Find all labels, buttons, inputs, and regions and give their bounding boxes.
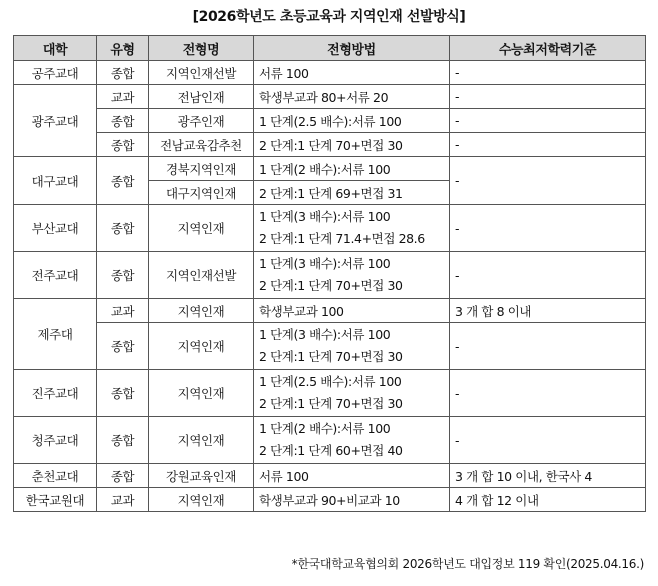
- method-cell: 1 단계(2 배수):서류 100: [254, 157, 450, 181]
- table-header-row: [14, 36, 646, 61]
- minimum-cell: -: [450, 109, 646, 133]
- method-cell: 2 단계:1 단계 69+면접 31: [254, 181, 450, 205]
- admission-name-cell: 지역인재: [149, 370, 254, 417]
- method-line: 2 단계:1 단계 60+면접 40: [259, 443, 403, 458]
- type-cell: 종합: [97, 61, 149, 85]
- admission-name-cell: 지역인재: [149, 323, 254, 370]
- table-row: [14, 464, 646, 488]
- type-cell: 교과: [97, 299, 149, 323]
- table-row: [14, 109, 646, 133]
- method-line: 1 단계(2 배수):서류 100: [259, 421, 391, 436]
- table-row: [14, 488, 646, 512]
- type-cell: 교과: [97, 488, 149, 512]
- university-cell: 부산교대: [14, 205, 97, 252]
- method-cell: [254, 252, 450, 299]
- university-cell: 전주교대: [14, 252, 97, 299]
- minimum-cell: -: [450, 61, 646, 85]
- method-line: 1 단계(2.5 배수):서류 100: [259, 374, 402, 389]
- method-cell: 학생부교과 100: [254, 299, 450, 323]
- type-cell: 종합: [97, 205, 149, 252]
- document-title: [2026학년도 초등교육과 지역인재 선발방식]: [192, 9, 466, 25]
- university-cell: 공주교대: [14, 61, 97, 85]
- admission-name-cell: 지역인재: [149, 205, 254, 252]
- method-line: 2 단계:1 단계 70+면접 30: [259, 278, 403, 293]
- university-cell: 대구교대: [14, 157, 97, 205]
- table-row: [14, 417, 646, 464]
- method-line: 2 단계:1 단계 70+면접 30: [259, 349, 403, 364]
- method-line: 1 단계(3 배수):서류 100: [259, 209, 391, 224]
- table-row: [14, 61, 646, 85]
- header-admission-name: 전형명: [149, 36, 254, 61]
- method-cell: 1 단계(2.5 배수):서류 100: [254, 109, 450, 133]
- method-cell: [254, 323, 450, 370]
- admission-name-cell: 경북지역인재: [149, 157, 254, 181]
- type-cell: 종합: [97, 157, 149, 205]
- admission-name-cell: 강원교육인재: [149, 464, 254, 488]
- type-cell: 종합: [97, 252, 149, 299]
- minimum-cell: -: [450, 85, 646, 109]
- type-cell: 종합: [97, 133, 149, 157]
- university-cell: 한국교원대: [14, 488, 97, 512]
- type-cell: 종합: [97, 109, 149, 133]
- admission-name-cell: 대구지역인재: [149, 181, 254, 205]
- source-footnote: *한국대학교육협의회 2026학년도 대입정보 119 확인(2025.04.16.): [291, 557, 644, 571]
- minimum-cell: -: [450, 133, 646, 157]
- table-row: [14, 370, 646, 417]
- method-cell: 2 단계:1 단계 70+면접 30: [254, 133, 450, 157]
- type-cell: 종합: [97, 323, 149, 370]
- university-cell: 춘천교대: [14, 464, 97, 488]
- admission-name-cell: 지역인재: [149, 299, 254, 323]
- admission-name-cell: 지역인재선발: [149, 61, 254, 85]
- admission-name-cell: 전남교육감추천: [149, 133, 254, 157]
- minimum-cell: 3 개 합 8 이내: [450, 299, 646, 323]
- university-cell: 제주대: [14, 299, 97, 370]
- table-row: [14, 299, 646, 323]
- table-row: [14, 323, 646, 370]
- minimum-cell: 4 개 합 12 이내: [450, 488, 646, 512]
- admission-name-cell: 지역인재: [149, 417, 254, 464]
- type-cell: 종합: [97, 370, 149, 417]
- table-row: [14, 205, 646, 252]
- method-cell: [254, 370, 450, 417]
- minimum-cell: -: [450, 205, 646, 252]
- type-cell: 교과: [97, 85, 149, 109]
- method-cell: [254, 417, 450, 464]
- method-cell: [254, 205, 450, 252]
- university-cell: 청주교대: [14, 417, 97, 464]
- method-line: 1 단계(3 배수):서류 100: [259, 327, 391, 342]
- table-row: [14, 157, 646, 181]
- method-cell: 서류 100: [254, 61, 450, 85]
- admission-name-cell: 전남인재: [149, 85, 254, 109]
- method-line: 1 단계(3 배수):서류 100: [259, 256, 391, 271]
- method-line: 2 단계:1 단계 70+면접 30: [259, 396, 403, 411]
- admission-name-cell: 지역인재: [149, 488, 254, 512]
- minimum-cell: -: [450, 370, 646, 417]
- header-university: 대학: [14, 36, 97, 61]
- method-cell: 학생부교과 90+비교과 10: [254, 488, 450, 512]
- method-line: 2 단계:1 단계 71.4+면접 28.6: [259, 231, 425, 246]
- method-cell: 학생부교과 80+서류 20: [254, 85, 450, 109]
- minimum-cell: -: [450, 323, 646, 370]
- university-cell: 광주교대: [14, 85, 97, 157]
- admission-name-cell: 광주인재: [149, 109, 254, 133]
- minimum-cell: -: [450, 417, 646, 464]
- table-row: [14, 252, 646, 299]
- minimum-cell: -: [450, 157, 646, 205]
- university-cell: 진주교대: [14, 370, 97, 417]
- table-row: [14, 85, 646, 109]
- admission-name-cell: 지역인재선발: [149, 252, 254, 299]
- minimum-cell: 3 개 합 10 이내, 한국사 4: [450, 464, 646, 488]
- type-cell: 종합: [97, 464, 149, 488]
- header-type: 유형: [97, 36, 149, 61]
- header-csat-minimum: 수능최저학력기준: [450, 36, 646, 61]
- admissions-table: [13, 35, 646, 512]
- type-cell: 종합: [97, 417, 149, 464]
- header-admission-method: 전형방법: [254, 36, 450, 61]
- table-row: [14, 133, 646, 157]
- minimum-cell: -: [450, 252, 646, 299]
- method-cell: 서류 100: [254, 464, 450, 488]
